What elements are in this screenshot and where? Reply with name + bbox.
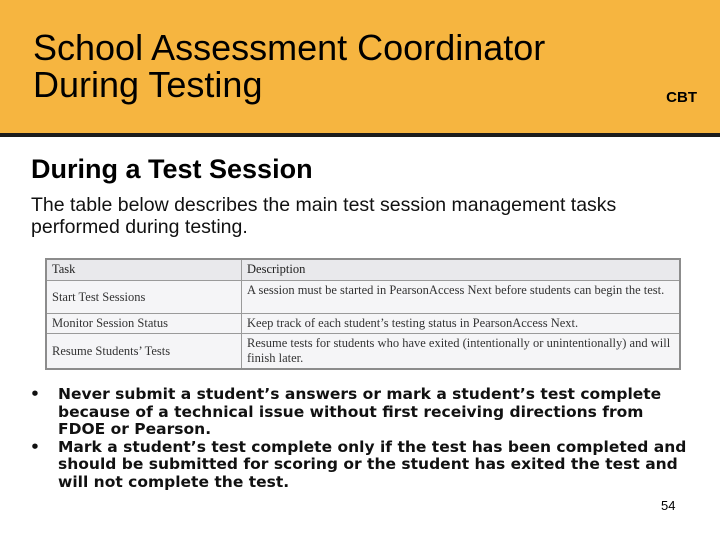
description-cell: Keep track of each student’s testing status in PearsonAccess Next. xyxy=(242,314,681,334)
intro-paragraph: The table below describes the main test session management tasks performed during testing. xyxy=(31,194,617,238)
task-table xyxy=(45,258,681,370)
bullet-text: Never submit a student’s answers or mark a student’s test complete because of a technical issue without first receiving directions from FDOE or Pearson. xyxy=(58,385,662,438)
column-header-description: Description xyxy=(242,259,681,281)
list-item xyxy=(30,386,690,439)
bullet-text: Mark a student’s test complete only if the test has been completed and should be submitted for scoring or the student has exited the test and will not complete the test. xyxy=(58,437,687,491)
description-cell: Resume tests for students who have exited (intentionally or unintentionally) and will finish later. xyxy=(242,334,681,370)
table-row xyxy=(46,281,680,314)
table-row xyxy=(46,334,680,370)
slide-title-line-1: School Assessment Coordinator xyxy=(33,27,546,68)
table-row xyxy=(46,314,680,334)
list-item xyxy=(30,439,690,492)
section-heading: During a Test Session xyxy=(31,154,313,184)
task-cell: Resume Students’ Tests xyxy=(46,334,242,370)
table-header-row xyxy=(46,259,680,281)
cbt-tag: CBT xyxy=(666,89,697,106)
description-cell: A session must be started in PearsonAccess Next before students can begin the test. xyxy=(242,281,681,314)
slide-title xyxy=(33,29,545,103)
page-number: 54 xyxy=(661,498,676,513)
bullet-marker: • xyxy=(30,385,40,403)
slide-title-line-2: During Testing xyxy=(33,64,263,105)
bullet-list xyxy=(30,386,690,491)
task-cell: Monitor Session Status xyxy=(46,314,242,334)
banner-divider xyxy=(0,133,720,137)
task-cell: Start Test Sessions xyxy=(46,281,242,314)
bullet-marker: • xyxy=(30,437,40,456)
column-header-task: Task xyxy=(46,259,242,281)
